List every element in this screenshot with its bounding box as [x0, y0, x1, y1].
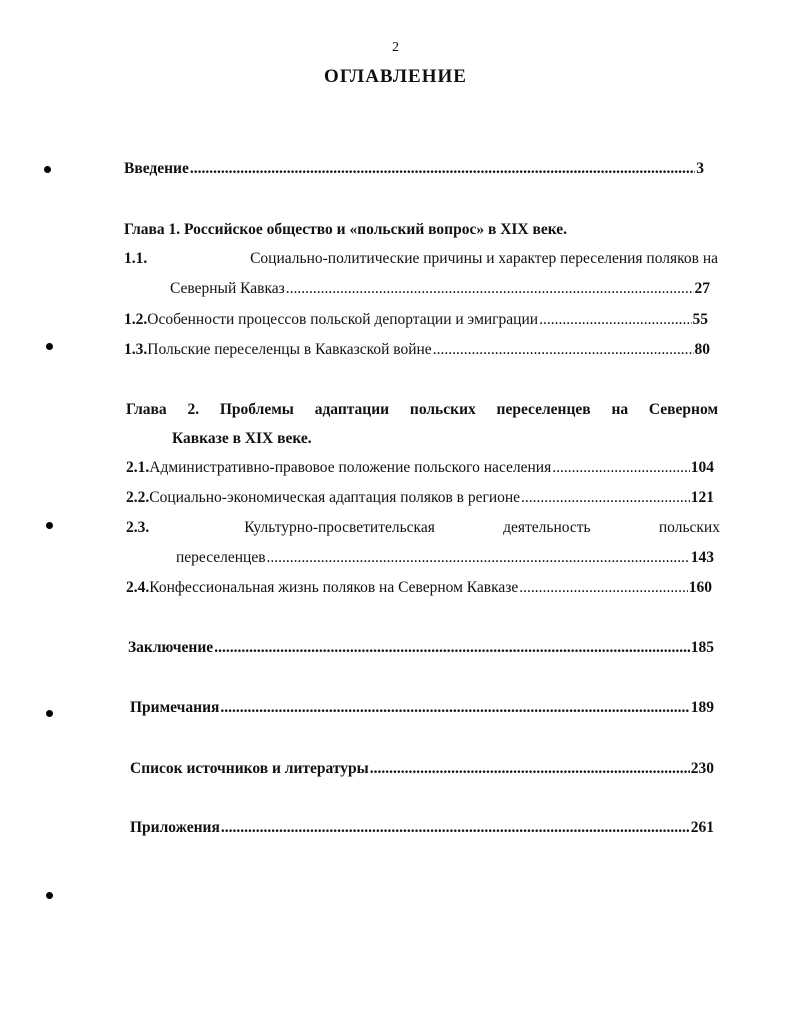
section-page: 143 [690, 549, 714, 566]
toc-section-2-2[interactable] [126, 489, 714, 507]
leader-dots [221, 819, 690, 837]
toc-intro-label: Введение [124, 160, 189, 177]
toc-appendix[interactable] [130, 819, 714, 837]
section-title-line2: Северный Кавказ [170, 280, 285, 297]
toc-section-2-4[interactable] [126, 579, 712, 597]
section-title-line2: переселенцев [176, 549, 266, 566]
chapter-1-title[interactable]: Глава 1. Российское общество и «польский вопрос» в XIX веке. [124, 221, 568, 238]
section-title-line1: Социально-политические причины и характер переселения поляков на [250, 250, 718, 267]
chapter-2-title[interactable]: Глава 2. Проблемы адаптации польских переселенцев на Северном [126, 401, 718, 418]
leader-dots [552, 459, 690, 477]
section-number: 2.2. [126, 489, 150, 506]
toc-notes[interactable] [130, 699, 714, 717]
section-number: 1.3. [124, 341, 148, 358]
toc-conclusion[interactable] [128, 639, 714, 657]
toc-appendix-label: Приложения [130, 819, 220, 836]
section-title-word: Культурно-просветительская [244, 519, 435, 536]
section-number: 1.2. [124, 311, 148, 328]
page-number: 2 [392, 40, 399, 55]
toc-section-1-2[interactable] [124, 311, 708, 329]
toc-sources[interactable] [130, 760, 714, 778]
section-title: Социально-экономическая адаптация поляков в регионе [149, 489, 521, 506]
section-title-word: деятельность [503, 519, 591, 536]
section-title: Особенности процессов польской депортации и эмиграции [147, 311, 539, 328]
section-title-word: польских [658, 519, 720, 536]
toc-notes-label: Примечания [130, 699, 220, 716]
toc-conclusion-label: Заключение [128, 639, 214, 656]
section-number: 2.1. [126, 459, 150, 476]
toc-conclusion-page: 185 [690, 639, 714, 656]
section-number: 2.4. [126, 579, 150, 596]
leader-dots [433, 341, 694, 359]
section-page: 80 [694, 341, 710, 358]
toc-section-1-1-cont[interactable] [170, 280, 710, 298]
toc-intro[interactable] [124, 160, 704, 178]
toc-sources-page: 230 [690, 760, 714, 777]
leader-dots [519, 579, 687, 597]
section-number: 1.1. [124, 250, 148, 267]
toc-notes-page: 189 [690, 699, 714, 716]
toc-section-2-3[interactable] [126, 519, 720, 537]
chapter-2-title-cont[interactable]: Кавказе в XIX веке. [172, 430, 312, 447]
section-title: Польские переселенцы в Кавказской войне [147, 341, 432, 358]
section-title: Административно-правовое положение польского населения [149, 459, 552, 476]
leader-dots [214, 639, 690, 657]
toc-appendix-page: 261 [690, 819, 714, 836]
punch-hole-mark [46, 892, 53, 899]
punch-hole-mark [44, 166, 51, 173]
leader-dots [267, 549, 690, 567]
punch-hole-mark [46, 343, 53, 350]
section-page: 104 [690, 459, 714, 476]
section-page: 160 [688, 579, 712, 596]
toc-section-1-1[interactable] [124, 250, 718, 268]
leader-dots [190, 160, 695, 178]
section-page: 55 [692, 311, 708, 328]
toc-section-2-1[interactable] [126, 459, 714, 477]
section-number: 2.3. [126, 519, 150, 536]
toc-section-2-3-cont[interactable] [176, 549, 714, 567]
section-title: Конфессиональная жизнь поляков на Северном Кавказе [149, 579, 519, 596]
leader-dots [286, 280, 694, 298]
leader-dots [521, 489, 690, 507]
section-page: 27 [694, 280, 710, 297]
toc-sources-label: Список источников и литературы [130, 760, 369, 777]
leader-dots [220, 699, 689, 717]
leader-dots [539, 311, 691, 329]
punch-hole-mark [46, 710, 53, 717]
section-page: 121 [690, 489, 714, 506]
toc-intro-page: 3 [696, 160, 704, 177]
toc-section-1-3[interactable] [124, 341, 710, 359]
punch-hole-mark [46, 522, 53, 529]
page-title: ОГЛАВЛЕНИЕ [324, 66, 467, 87]
leader-dots [370, 760, 690, 778]
